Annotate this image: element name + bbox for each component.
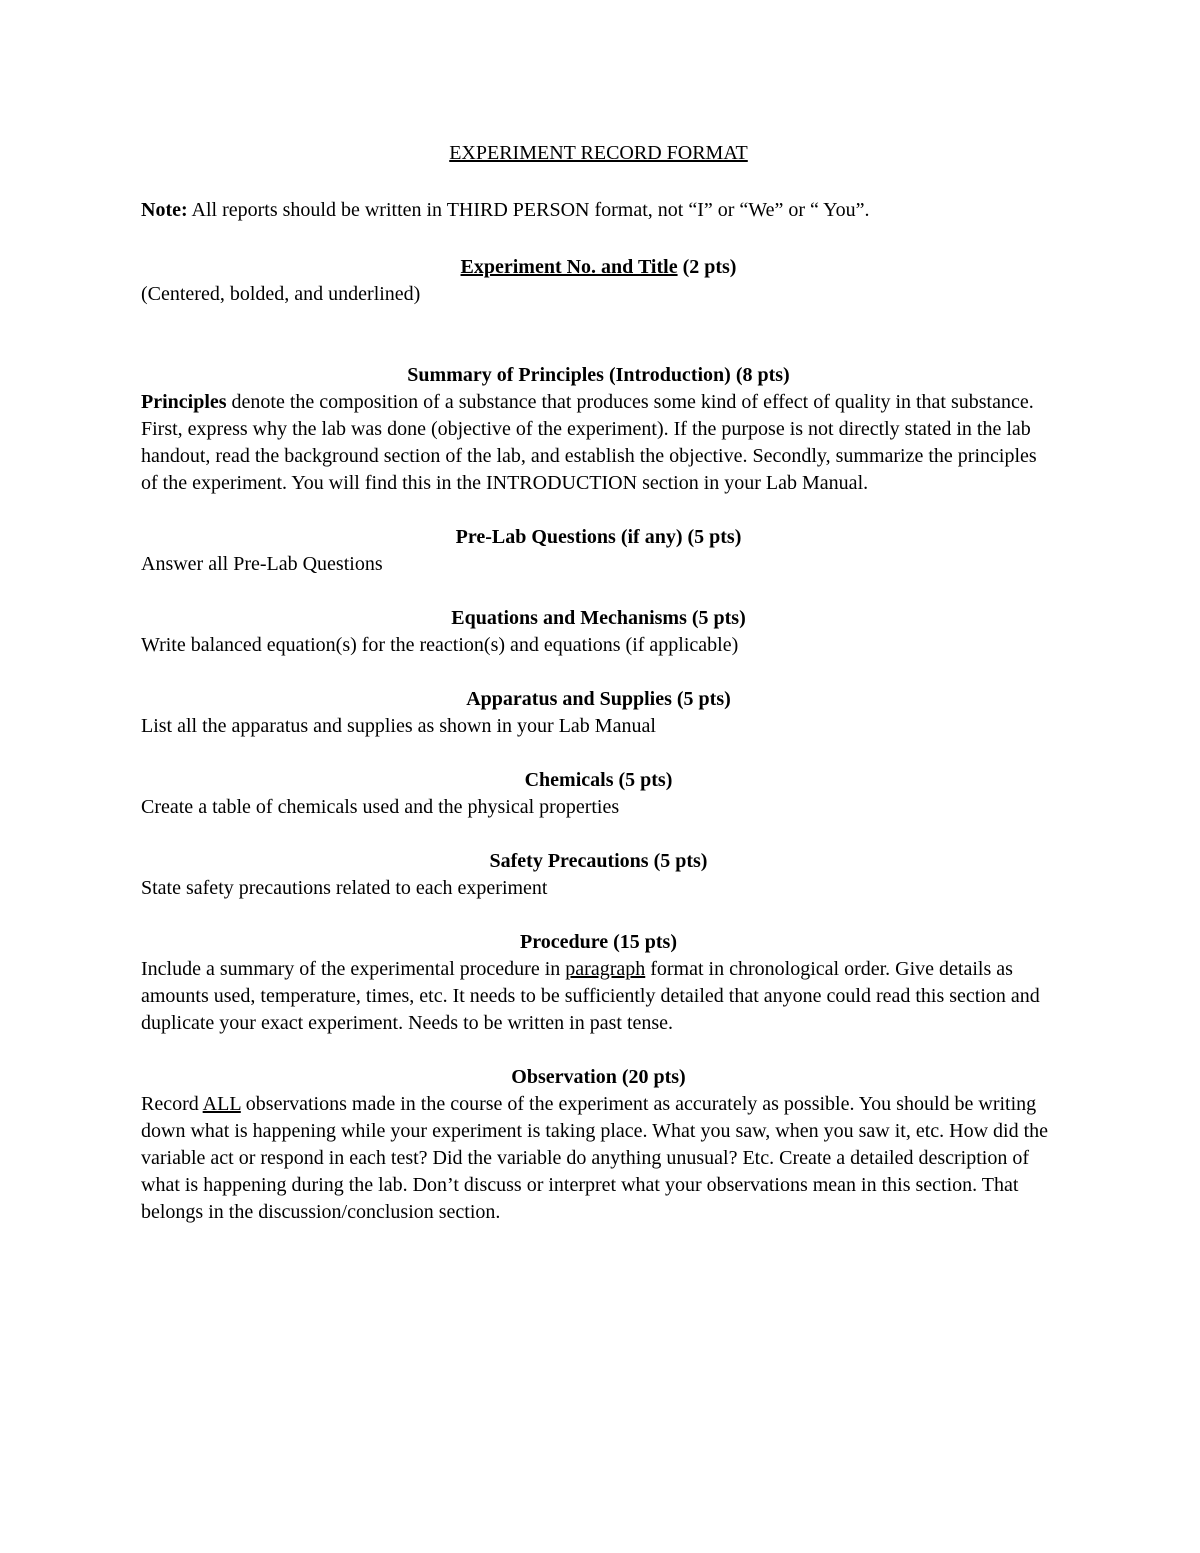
heading-points: (2 pts) — [677, 256, 737, 278]
section-apparatus — [141, 686, 1056, 740]
section-body — [141, 389, 1056, 497]
note-label: Note: — [141, 199, 188, 221]
section-observation — [141, 1064, 1056, 1226]
section-heading: Procedure (15 pts) — [519, 931, 677, 953]
section-pre-lab-questions — [141, 524, 1056, 578]
underlined-term: paragraph — [565, 958, 646, 980]
section-heading: Chemicals (5 pts) — [524, 769, 673, 791]
section-summary-of-principles — [141, 362, 1056, 497]
section-body: (Centered, bolded, and underlined) — [141, 283, 421, 305]
section-body: Write balanced equation(s) for the reaction(s) and equations (if applicable) — [141, 634, 739, 656]
note-paragraph — [141, 197, 1056, 224]
section-procedure — [141, 929, 1056, 1037]
section-body: List all the apparatus and supplies as shown in your Lab Manual — [141, 715, 656, 737]
underlined-term: ALL — [202, 1093, 241, 1115]
section-body: Answer all Pre-Lab Questions — [141, 553, 383, 575]
body-text: Record — [141, 1093, 203, 1115]
section-body — [141, 1091, 1056, 1226]
section-experiment-title — [141, 254, 1056, 308]
body-text: Include a summary of the experimental procedure in — [141, 958, 566, 980]
section-chemicals — [141, 767, 1056, 821]
section-heading: Summary of Principles (Introduction) (8 pts) — [407, 364, 790, 386]
section-body: Create a table of chemicals used and the physical properties — [141, 796, 620, 818]
section-body — [141, 956, 1056, 1037]
section-body: State safety precautions related to each experiment — [141, 877, 548, 899]
section-heading: Pre-Lab Questions (if any) (5 pts) — [455, 526, 742, 548]
document-page — [141, 140, 1056, 1253]
document-title: EXPERIMENT RECORD FORMAT — [449, 142, 748, 164]
bold-term: Principles — [141, 391, 227, 413]
body-text: denote the composition of a substance that produces some kind of effect of quality in that substance. First, express why the lab was done (objective of the experiment). If the purpose is not directly stated in the lab handout, read the background section of the lab, and establish the objective. Secondly, summarize the principles of the experiment. You will find this in the INTRODUCTION section in your Lab Manual. — [141, 391, 1037, 494]
body-text: format in chronological order. Give details as amounts used, temperature, times, etc. It needs to be sufficiently detailed that anyone could read this section and duplicate your exact experiment. Needs to be written in past tense. — [141, 958, 1040, 1034]
section-heading: Observation (20 pts) — [511, 1066, 686, 1088]
section-heading: Safety Precautions (5 pts) — [489, 850, 708, 872]
section-equations — [141, 605, 1056, 659]
section-safety-precautions — [141, 848, 1056, 902]
note-text: All reports should be written in THIRD PERSON format, not “I” or “We” or “ You”. — [187, 199, 870, 221]
body-text: observations made in the course of the experiment as accurately as possible. You should be writing down what is happening while your experiment is taking place. What you saw, when you saw it, etc. How did the variable act or respond in each test? Did the variable do anything unusual? Etc. Create a detailed description of what is happening during the lab. Don’t discuss or interpret what your observations mean in this section. That belongs in the discussion/conclusion section. — [141, 1093, 1049, 1223]
section-heading: Apparatus and Supplies (5 pts) — [466, 688, 731, 710]
heading-underlined-text: Experiment No. and Title — [460, 256, 678, 278]
section-heading: Equations and Mechanisms (5 pts) — [451, 607, 746, 629]
section-heading — [141, 254, 1056, 281]
